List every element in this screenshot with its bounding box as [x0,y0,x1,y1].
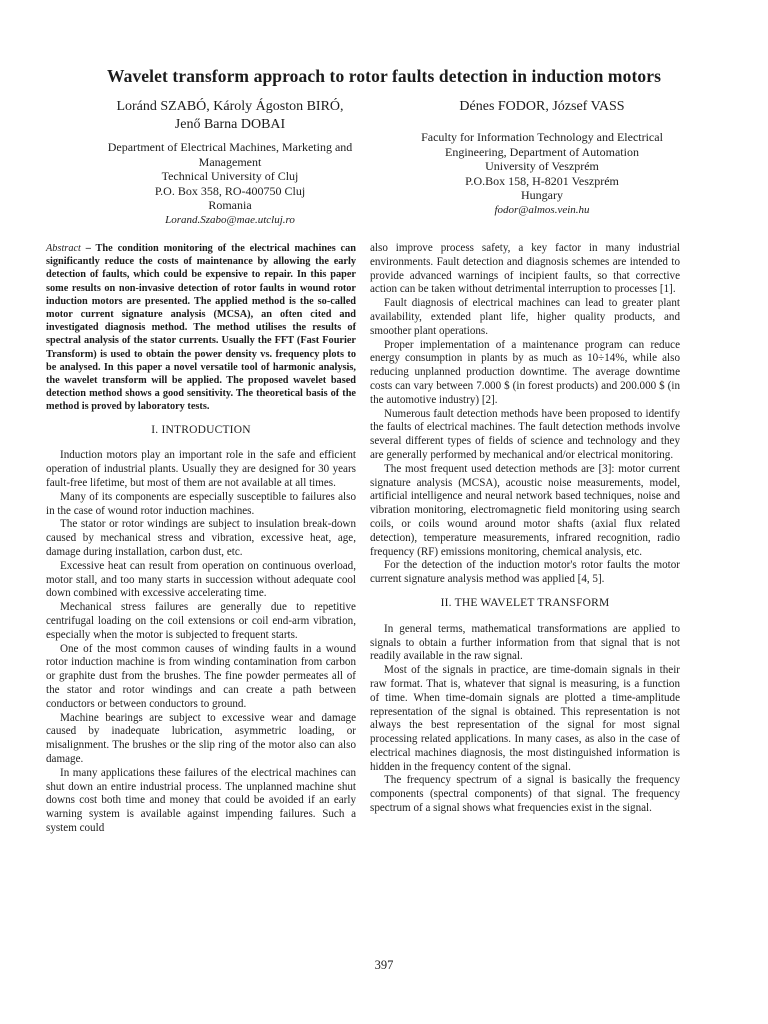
left-column [46,242,356,836]
affiliation-line: Engineering, Department of Automation [445,144,639,159]
affiliation-line: Romania [208,198,252,212]
affiliation-line: Technical University of Cluj [161,169,299,183]
paragraph: Proper implementation of a maintenance program can reduce energy consumption in plants by as much as 10÷14%, while also reducing unplanned production downtime. The average downtime costs can vary between 7.000 $ (in forest products) and 200.000 $ (in the automotive industry) [2]. [370,338,680,406]
author-email: Lorand.Szabo@mae.utcluj.ro [165,213,295,226]
paragraph: In many applications these failures of the electrical machines can shut down an entire industrial process. The unplanned machine shut downs cost both time and money that could be avoided if an early warning system is available against impending failures. Such a system could [46,766,356,834]
paragraph: Excessive heat can result from operation on continuous overload, motor stall, and too many starts in succession without adequate cool down combined with excessive accelerating time. [46,559,356,600]
author-block-right [392,98,692,217]
affiliation-line: Faculty for Information Technology and Electrical [421,130,663,144]
author-names [90,98,370,134]
right-column [370,242,680,816]
author-names [392,98,692,116]
abstract-label: Abstract [46,243,81,254]
affiliation-line: Department of Electrical Machines, Marketing and [107,140,353,154]
paragraph: The frequency spectrum of a signal is basically the frequency components (spectral components) of that signal. The frequency spectrum of a signal shows what frequencies exist in the signal. [370,774,680,815]
affiliation-line: Hungary [521,188,563,202]
affiliation-line: P.O. Box 358, RO-400750 Cluj [154,183,306,198]
author-line: Loránd SZABÓ, Károly Ágoston BIRÓ, [116,99,344,114]
author-email: fodor@almos.vein.hu [494,203,590,216]
paper-title: Wavelet transform approach to rotor faults detection in induction motors [106,66,662,86]
paragraph: The most frequent used detection methods are [3]: motor current signature analysis (MCSA), acoustic noise measurements, model, artificial intelligence and neural network based techniques, noise and vibration monitoring, electromagnetic field monitoring using search coils, or coils wound around motor shafts (axial flux related detection), temperature measurements, infrared recognition, radio frequency (RF) emissions monitoring, chemical analysis, etc. [370,462,680,558]
abstract-text: – The condition monitoring of the electrical machines can significantly reduce the costs of maintenance by allowing the early detection of faults, which could be expensive to repair. In this paper some results on non-invasive detection of rotor faults in wound rotor induction motors are presented. The applied method is the so-called motor current signature analysis (MCSA), an often cited and investigated diagnosis method. The method utilises the results of spectral analysis of the stator currents. Usually the FFT (Fast Fourier Transform) is used to obtain the power density vs. frequency plots to be analysed. In this paper a novel versatile tool of harmonic analysis, the wavelet transform will be applied. The proposed wavelet based detection method shows a good sensitivity. The theoretical basis of the method is proved by laboratory tests. [46,243,356,413]
author-block-left [90,98,370,227]
paragraph: In general terms, mathematical transformations are applied to signals to obtain a further information from that signal that is not readily available in the raw signal. [370,622,680,663]
section-heading-wavelet: II. THE WAVELET TRANSFORM [440,596,610,609]
author-line: Jenő Barna DOBAI [174,117,286,132]
paragraph: Fault diagnosis of electrical machines can lead to greater plant availability, extended plant life, higher quality products, and smoother plant operations. [370,297,680,337]
affiliation-line: University of Veszprém [485,159,599,173]
paragraph: Most of the signals in practice, are time-domain signals in their raw format. That is, whatever that signal is measuring, is a function of time. When time-domain signals are plotted a time-amplitude representation of the signal is obtained. This representation is not always the best representation of the signal for most signal processing related applications. In many cases, as also in the case of electrical machines diagnosis, the most distinguished information is hidden in the frequency content of the signal. [370,664,680,773]
author-line: Dénes FODOR, József VASS [459,99,625,114]
paragraph: Numerous fault detection methods have been proposed to identify the faults of electrical machines. The fault detection methods involve several different types of fields of science and technology and they are generally performed by mechanical and/or electrical monitoring. [370,407,680,461]
page-number: 397 [374,958,394,972]
paragraph: Induction motors play an important role in the safe and efficient operation of industrial plants. Usually they are designed for 30 years fault-free lifetime, but most of them are not available at all times. [46,449,356,490]
affiliation-line: P.O.Box 158, H-8201 Veszprém [465,173,619,188]
affiliation-line: Management [198,154,262,169]
abstract [46,242,356,414]
paragraph: One of the most common causes of winding faults in a wound rotor induction machine is from winding contamination from carbon or graphite dust from the brushes. The fine powder permeates all of the stator and rotor windings and can create a path between conductors or between conductors to ground. [46,642,356,710]
paragraph: For the detection of the induction motor's rotor faults the motor current signature analysis method was applied [4, 5]. [370,559,680,586]
paragraph: The stator or rotor windings are subject to insulation break-down caused by mechanical stress and vibration, excessive heat, age, damage during installation, carbon dust, etc. [46,518,356,559]
section-heading-introduction: I. INTRODUCTION [151,423,251,436]
paragraph: also improve process safety, a key factor in many industrial environments. Fault detection and diagnosis schemes are intended to provide advanced warnings of incipient faults, so that corrective action can be taken without detrimental interruption to processes [1]. [370,242,680,296]
affiliation [90,140,370,213]
affiliation [392,130,692,203]
paragraph: Many of its components are especially susceptible to failures also in the case of wound rotor induction machines. [46,490,356,517]
paragraph: Machine bearings are subject to excessive wear and damage caused by inadequate lubrication, asymmetric loading, or misalignment. The brushes or the slip ring of the motor also can also damage. [46,711,356,765]
paragraph: Mechanical stress failures are generally due to repetitive centrifugal loading on the coil extensions or coil end-arm vibration, especially when the motor is subjected to frequent starts. [46,601,356,641]
